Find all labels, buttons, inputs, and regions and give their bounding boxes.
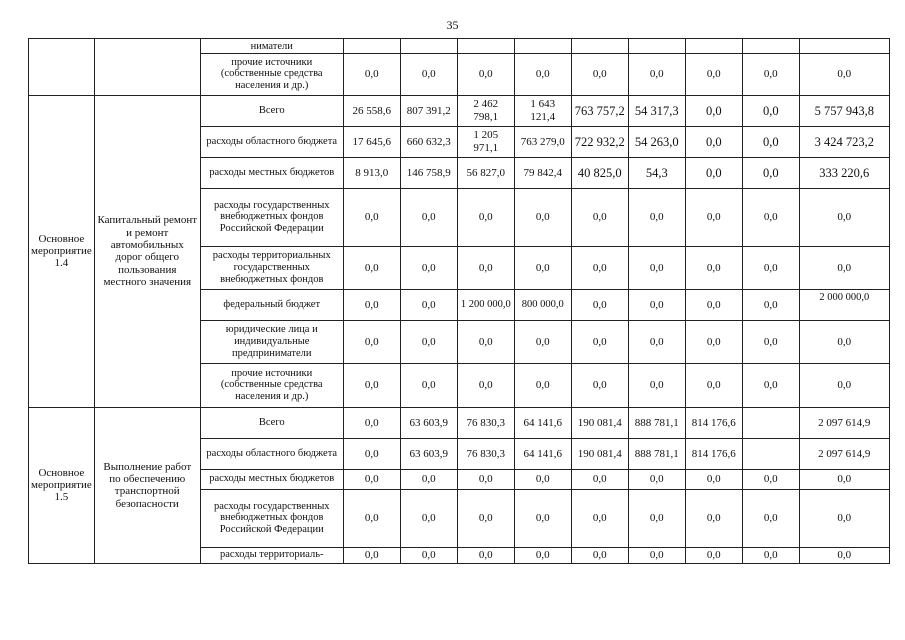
value-cell: 0,0 — [799, 363, 889, 407]
value-cell: 17 645,6 — [343, 126, 400, 157]
value-cell: 0,0 — [742, 95, 799, 126]
value-cell: 0,0 — [457, 489, 514, 547]
value-cell: 333 220,6 — [799, 157, 889, 188]
value-cell: 0,0 — [457, 469, 514, 489]
value-cell: 0,0 — [457, 246, 514, 289]
value-cell — [799, 39, 889, 54]
value-cell — [514, 39, 571, 54]
value-cell: 0,0 — [628, 246, 685, 289]
value-cell: 0,0 — [400, 489, 457, 547]
value-cell: 0,0 — [571, 489, 628, 547]
value-cell: 63 603,9 — [400, 407, 457, 438]
value-cell: 54,3 — [628, 157, 685, 188]
value-cell: 0,0 — [343, 469, 400, 489]
event-name-cell: Выполнение работ по обеспечению транспортной безопасности — [94, 407, 200, 563]
value-cell: 0,0 — [799, 489, 889, 547]
value-cell: 1 200 000,0 — [457, 289, 514, 320]
value-cell: 76 830,3 — [457, 407, 514, 438]
value-cell: 0,0 — [685, 157, 742, 188]
value-cell: 0,0 — [685, 363, 742, 407]
value-cell: 660 632,3 — [400, 126, 457, 157]
value-cell: 0,0 — [514, 547, 571, 563]
value-cell: 0,0 — [457, 188, 514, 246]
funding-source-cell: расходы территориальных государственных внебюджетных фондов — [200, 246, 343, 289]
value-cell: 0,0 — [343, 53, 400, 95]
event-name-cell: Капитальный ремонт и ремонт автомобильных дорог общего пользования местного значения — [94, 95, 200, 407]
value-cell: 0,0 — [343, 289, 400, 320]
value-cell: 0,0 — [742, 188, 799, 246]
value-cell: 64 141,6 — [514, 438, 571, 469]
value-cell: 0,0 — [742, 363, 799, 407]
value-cell: 0,0 — [628, 289, 685, 320]
value-cell: 0,0 — [799, 469, 889, 489]
value-cell: 814 176,6 — [685, 438, 742, 469]
value-cell: 0,0 — [571, 547, 628, 563]
funding-source-cell: расходы областного бюджета — [200, 438, 343, 469]
value-cell: 0,0 — [457, 53, 514, 95]
value-cell: 0,0 — [742, 320, 799, 363]
value-cell: 0,0 — [514, 188, 571, 246]
event-cell — [29, 39, 95, 96]
value-cell: 26 558,6 — [343, 95, 400, 126]
value-cell: 0,0 — [799, 188, 889, 246]
value-cell: 0,0 — [742, 289, 799, 320]
value-cell: 0,0 — [400, 547, 457, 563]
value-cell: 800 000,0 — [514, 289, 571, 320]
value-cell: 63 603,9 — [400, 438, 457, 469]
value-cell — [571, 39, 628, 54]
value-cell: 888 781,1 — [628, 407, 685, 438]
value-cell: 763 279,0 — [514, 126, 571, 157]
value-cell: 0,0 — [343, 188, 400, 246]
value-cell: 2 462 798,1 — [457, 95, 514, 126]
value-cell — [400, 39, 457, 54]
value-cell: 0,0 — [742, 53, 799, 95]
value-cell: 0,0 — [514, 246, 571, 289]
value-cell — [685, 39, 742, 54]
value-cell: 0,0 — [799, 547, 889, 563]
value-cell: 0,0 — [457, 363, 514, 407]
value-cell: 0,0 — [742, 246, 799, 289]
value-cell: 0,0 — [685, 126, 742, 157]
event-name-cell — [94, 39, 200, 96]
value-cell: 79 842,4 — [514, 157, 571, 188]
value-cell: 0,0 — [685, 246, 742, 289]
value-cell: 0,0 — [799, 320, 889, 363]
value-cell: 0,0 — [742, 469, 799, 489]
value-cell: 0,0 — [343, 489, 400, 547]
value-cell: 64 141,6 — [514, 407, 571, 438]
value-cell: 0,0 — [400, 469, 457, 489]
value-cell: 0,0 — [343, 246, 400, 289]
value-cell: 146 758,9 — [400, 157, 457, 188]
funding-source-cell: ниматели — [200, 39, 343, 54]
value-cell: 0,0 — [457, 547, 514, 563]
value-cell: 56 827,0 — [457, 157, 514, 188]
value-cell: 0,0 — [571, 320, 628, 363]
value-cell: 3 424 723,2 — [799, 126, 889, 157]
value-cell — [742, 438, 799, 469]
value-cell: 0,0 — [343, 547, 400, 563]
value-cell: 0,0 — [799, 246, 889, 289]
value-cell: 76 830,3 — [457, 438, 514, 469]
funding-source-cell: расходы территориаль- — [200, 547, 343, 563]
value-cell — [628, 39, 685, 54]
value-cell — [457, 39, 514, 54]
value-cell: 0,0 — [685, 95, 742, 126]
funding-source-cell: Всего — [200, 95, 343, 126]
value-cell: 1 205 971,1 — [457, 126, 514, 157]
value-cell: 0,0 — [742, 157, 799, 188]
value-cell: 0,0 — [685, 489, 742, 547]
value-cell: 0,0 — [685, 53, 742, 95]
value-cell: 0,0 — [343, 363, 400, 407]
value-cell: 0,0 — [343, 320, 400, 363]
value-cell: 0,0 — [685, 289, 742, 320]
funding-source-cell: расходы местных бюджетов — [200, 157, 343, 188]
value-cell: 0,0 — [571, 188, 628, 246]
value-cell: 0,0 — [685, 188, 742, 246]
value-cell: 0,0 — [343, 438, 400, 469]
table-row — [29, 407, 890, 438]
value-cell: 0,0 — [571, 469, 628, 489]
event-cell: Основное мероприятие 1.4 — [29, 95, 95, 407]
value-cell: 0,0 — [628, 320, 685, 363]
value-cell: 0,0 — [514, 469, 571, 489]
event-cell: Основное мероприятие 1.5 — [29, 407, 95, 563]
funding-source-cell: расходы местных бюджетов — [200, 469, 343, 489]
value-cell: 8 913,0 — [343, 157, 400, 188]
value-cell: 0,0 — [628, 469, 685, 489]
value-cell: 0,0 — [628, 547, 685, 563]
value-cell: 0,0 — [742, 126, 799, 157]
value-cell: 763 757,2 — [571, 95, 628, 126]
value-cell: 0,0 — [628, 188, 685, 246]
value-cell: 0,0 — [514, 53, 571, 95]
value-cell: 0,0 — [628, 489, 685, 547]
table-row — [29, 95, 890, 126]
value-cell: 807 391,2 — [400, 95, 457, 126]
value-cell: 0,0 — [742, 547, 799, 563]
value-cell: 2 097 614,9 — [799, 407, 889, 438]
value-cell: 0,0 — [400, 246, 457, 289]
value-cell: 0,0 — [571, 363, 628, 407]
value-cell: 0,0 — [400, 363, 457, 407]
funding-source-cell: расходы областного бюджета — [200, 126, 343, 157]
value-cell: 0,0 — [400, 188, 457, 246]
value-cell: 0,0 — [343, 407, 400, 438]
value-cell: 54 317,3 — [628, 95, 685, 126]
value-cell: 0,0 — [628, 363, 685, 407]
value-cell: 0,0 — [685, 547, 742, 563]
value-cell: 0,0 — [400, 320, 457, 363]
value-cell: 0,0 — [514, 320, 571, 363]
value-cell: 888 781,1 — [628, 438, 685, 469]
value-cell: 0,0 — [571, 246, 628, 289]
value-cell: 814 176,6 — [685, 407, 742, 438]
value-cell — [742, 407, 799, 438]
funding-source-cell: юридические лица и индивидуальные предприниматели — [200, 320, 343, 363]
value-cell: 40 825,0 — [571, 157, 628, 188]
table-row — [29, 39, 890, 54]
value-cell: 722 932,2 — [571, 126, 628, 157]
value-cell: 0,0 — [400, 53, 457, 95]
value-cell: 0,0 — [799, 53, 889, 95]
value-cell: 0,0 — [514, 363, 571, 407]
value-cell: 0,0 — [571, 289, 628, 320]
value-cell: 0,0 — [457, 320, 514, 363]
page-number: 35 — [446, 18, 459, 32]
value-cell — [742, 39, 799, 54]
funding-source-cell: прочие источники (собственные средства населения и др.) — [200, 363, 343, 407]
value-cell: 0,0 — [514, 489, 571, 547]
value-cell — [343, 39, 400, 54]
value-cell: 0,0 — [400, 289, 457, 320]
funding-source-cell: расходы государственных внебюджетных фондов Российской Федерации — [200, 188, 343, 246]
value-cell: 2 097 614,9 — [799, 438, 889, 469]
value-cell: 0,0 — [628, 53, 685, 95]
value-cell: 0,0 — [685, 320, 742, 363]
funding-source-cell: Всего — [200, 407, 343, 438]
value-cell: 190 081,4 — [571, 407, 628, 438]
value-cell: 190 081,4 — [571, 438, 628, 469]
value-cell: 0,0 — [685, 469, 742, 489]
funding-source-cell: прочие источники (собственные средства населения и др.) — [200, 53, 343, 95]
funding-source-cell: федеральный бюджет — [200, 289, 343, 320]
funding-source-cell: расходы государственных внебюджетных фондов Российской Федерации — [200, 489, 343, 547]
value-cell: 2 000 000,0 — [799, 289, 889, 320]
value-cell: 0,0 — [571, 53, 628, 95]
value-cell: 5 757 943,8 — [799, 95, 889, 126]
value-cell: 0,0 — [742, 489, 799, 547]
budget-table — [28, 38, 890, 564]
value-cell: 1 643 121,4 — [514, 95, 571, 126]
value-cell: 54 263,0 — [628, 126, 685, 157]
